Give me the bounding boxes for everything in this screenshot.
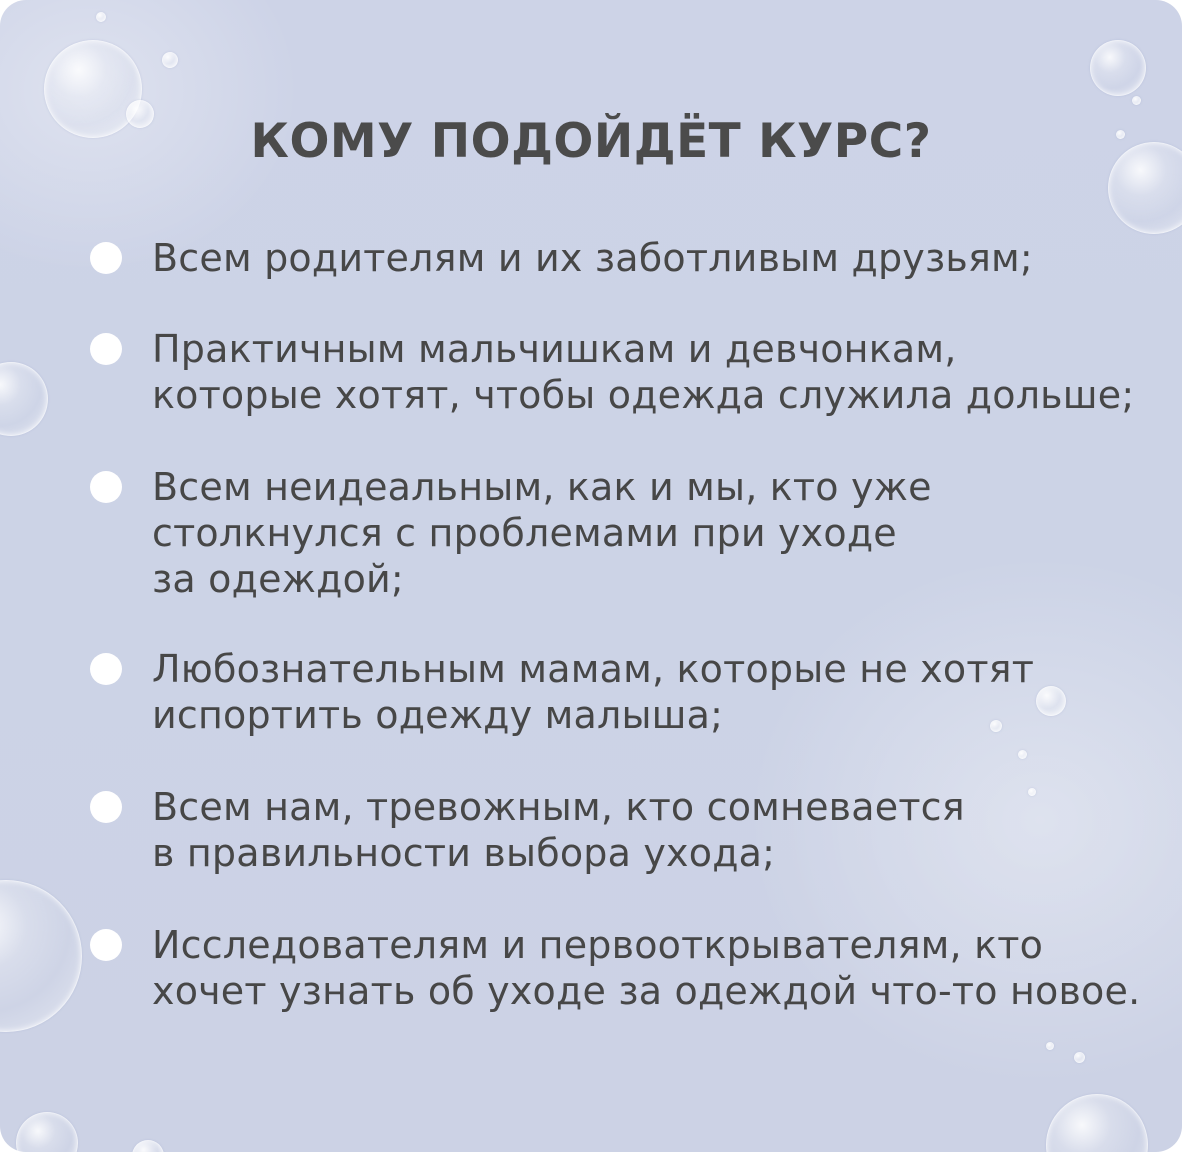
list-item-text: Всем неидеальным, как и мы, кто уже столкнулся с проблемами при уходе за одеждой; — [152, 465, 932, 601]
list-item-text: Всем родителям и их заботливым друзьям; — [152, 236, 1033, 280]
white-circle-bullet-icon — [90, 471, 122, 503]
list-item-text: Любознательным мамам, которые не хотят испортить одежду малыша; — [152, 647, 1035, 737]
page-title: КОМУ ПОДОЙДЁТ КУРС? — [250, 114, 932, 169]
white-circle-bullet-icon — [90, 791, 122, 823]
white-circle-bullet-icon — [90, 929, 122, 961]
list-item-text: Всем нам, тревожным, кто сомневается в правильности выбора ухода; — [152, 785, 965, 875]
white-circle-bullet-icon — [90, 242, 122, 274]
list-item-text: Практичным мальчишкам и девчонкам, которые хотят, чтобы одежда служила дольше; — [152, 327, 1135, 417]
white-circle-bullet-icon — [90, 653, 122, 685]
list-item-text: Исследователям и первооткрывателям, кто хочет узнать об уходе за одеждой что-то новое. — [152, 923, 1141, 1013]
white-circle-bullet-icon — [90, 333, 122, 365]
